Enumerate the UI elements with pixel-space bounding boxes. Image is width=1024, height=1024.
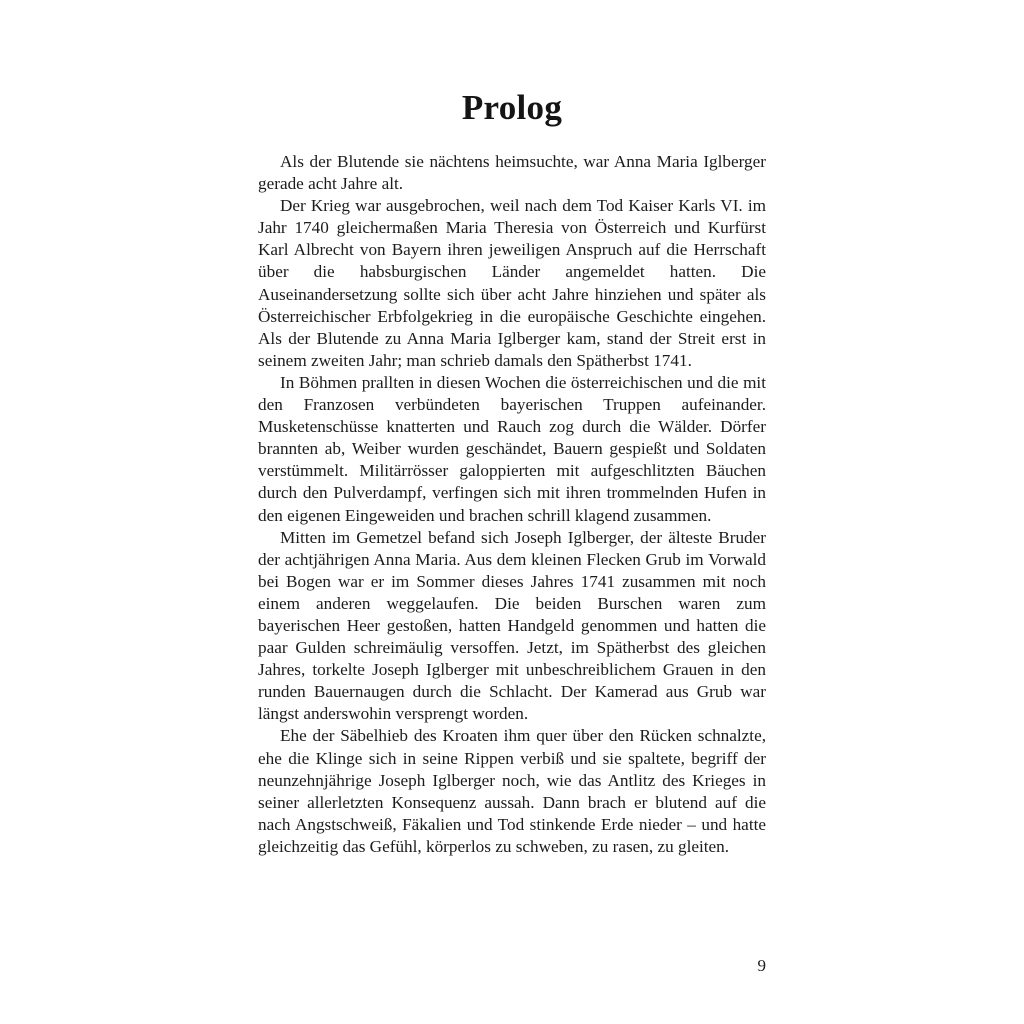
paragraph: In Böhmen prallten in diesen Wochen die österreichischen und die mit den Franzosen verbündeten bayerischen Truppen aufeinander. Musketenschüsse knatterten und Rauch zog durch die Wälder. Dörfer brannten ab, Weiber wurden geschändet, Bauern gespießt und Soldaten verstümmelt. Militärrösser galoppierten mit aufgeschlitzten Bäuchen durch den Pulverdampf, verfingen sich mit ihren trommelnden Hufen in den eigenen Eingeweiden und brachen schrill klagend zusammen. [258, 372, 766, 525]
paragraph: Ehe der Säbelhieb des Kroaten ihm quer über den Rücken schnalzte, ehe die Klinge sich in seine Rippen verbiß und sie spaltete, begriff der neunzehnjährige Joseph Iglberger noch, wie das Antlitz des Krieges in seiner allerletzten Konsequenz aussah. Dann brach er blutend auf die nach Angstschweiß, Fäkalien und Tod stinkende Erde nieder – und hatte gleichzeitig das Gefühl, körperlos zu schweben, zu rasen, zu gleiten. [258, 726, 766, 856]
paragraph: Als der Blutende sie nächtens heimsuchte, war Anna Maria Iglberger gerade acht Jahre alt. [258, 152, 766, 194]
page-number: 9 [757, 956, 766, 975]
paragraph: Der Krieg war ausgebrochen, weil nach dem Tod Kaiser Karls VI. im Jahr 1740 gleichermaßen Maria Theresia von Österreich und Kurfürst Karl Albrecht von Bayern ihren jeweiligen Anspruch auf die Herrschaft über die habsburgischen Länder angemeldet hatten. Die Auseinandersetzung sollte sich über acht Jahre hinziehen und später als Österreichischer Erbfolgekrieg in die europäische Geschichte eingehen. Als der Blutende zu Anna Maria Iglberger kam, stand der Streit erst in seinem zweiten Jahr; man schrieb damals den Spätherbst 1741. [258, 196, 766, 370]
chapter-title: Prolog [461, 88, 563, 127]
body-text [258, 151, 766, 858]
paragraph: Mitten im Gemetzel befand sich Joseph Iglberger, der älteste Bruder der achtjährigen Anna Maria. Aus dem kleinen Flecken Grub im Vorwald bei Bogen war er im Sommer dieses Jahres 1741 zusammen mit noch einem anderen weggelaufen. Die beiden Burschen waren zum bayerischen Heer gestoßen, hatten Handgeld genommen und hatten die paar Gulden schreimäulig versoffen. Jetzt, im Spätherbst des gleichen Jahres, torkelte Joseph Iglberger mit unbeschreiblichem Grauen in den runden Bauernaugen durch die Schlacht. Der Kamerad aus Grub war längst anderswohin versprengt worden. [258, 527, 766, 724]
